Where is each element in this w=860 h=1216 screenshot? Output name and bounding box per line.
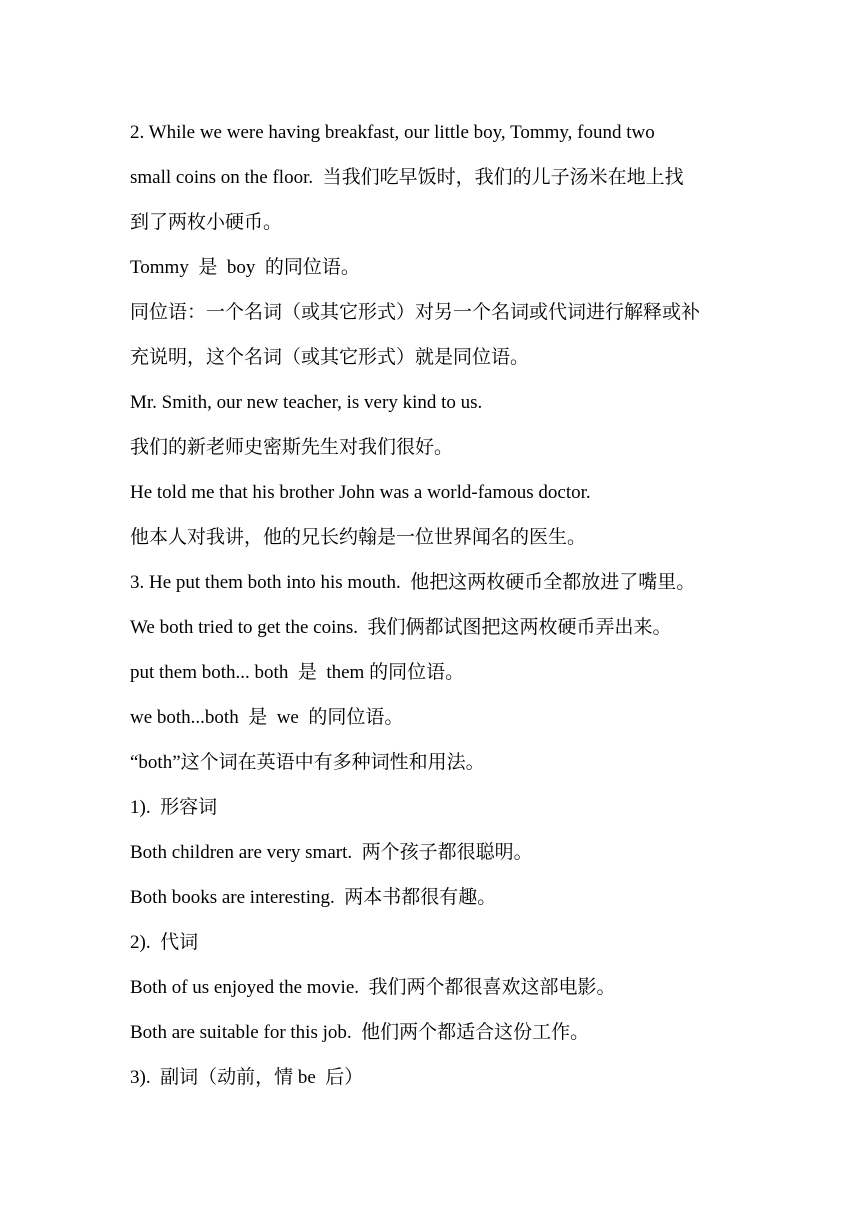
text-line: “both”这个词在英语中有多种词性和用法。 [130, 752, 485, 773]
text-line: He told me that his brother John was a world-famous doctor. [130, 482, 591, 503]
text-line: Both of us enjoyed the movie. 我们两个都很喜欢这部电影。 [130, 977, 616, 998]
text-line: Both children are very smart. 两个孩子都很聪明。 [130, 842, 533, 863]
text-line: 2. While we were having breakfast, our little boy, Tommy, found two [130, 122, 655, 143]
text-line: Both books are interesting. 两本书都很有趣。 [130, 887, 497, 908]
text-line: 3. He put them both into his mouth. 他把这两枚硬币全都放进了嘴里。 [130, 572, 696, 593]
text-line: 3). 副词（动前，情 be 后） [130, 1067, 364, 1088]
text-line: Mr. Smith, our new teacher, is very kind to us. [130, 392, 483, 413]
text-line: Tommy 是 boy 的同位语。 [130, 257, 360, 278]
text-line: 我们的新老师史密斯先生对我们很好。 [130, 437, 454, 458]
text-line: Both are suitable for this job. 他们两个都适合这份工作。 [130, 1022, 590, 1043]
text-line: small coins on the floor. 当我们吃早饭时，我们的儿子汤米在地上找 [130, 167, 684, 188]
text-line: put them both... both 是 them 的同位语。 [130, 662, 465, 683]
document-body [130, 110, 740, 1100]
text-line: we both...both 是 we 的同位语。 [130, 707, 404, 728]
text-line: 他本人对我讲，他的兄长约翰是一位世界闻名的医生。 [130, 527, 587, 548]
text-line: 到了两枚小硬币。 [130, 212, 283, 233]
text-line: 同位语：一个名词（或其它形式）对另一个名词或代词进行解释或补 [130, 302, 701, 323]
text-line: 2). 代词 [130, 932, 199, 953]
text-line: We both tried to get the coins. 我们俩都试图把这两枚硬币弄出来。 [130, 617, 672, 638]
text-line: 1). 形容词 [130, 797, 218, 818]
text-line: 充说明，这个名词（或其它形式）就是同位语。 [130, 347, 530, 368]
